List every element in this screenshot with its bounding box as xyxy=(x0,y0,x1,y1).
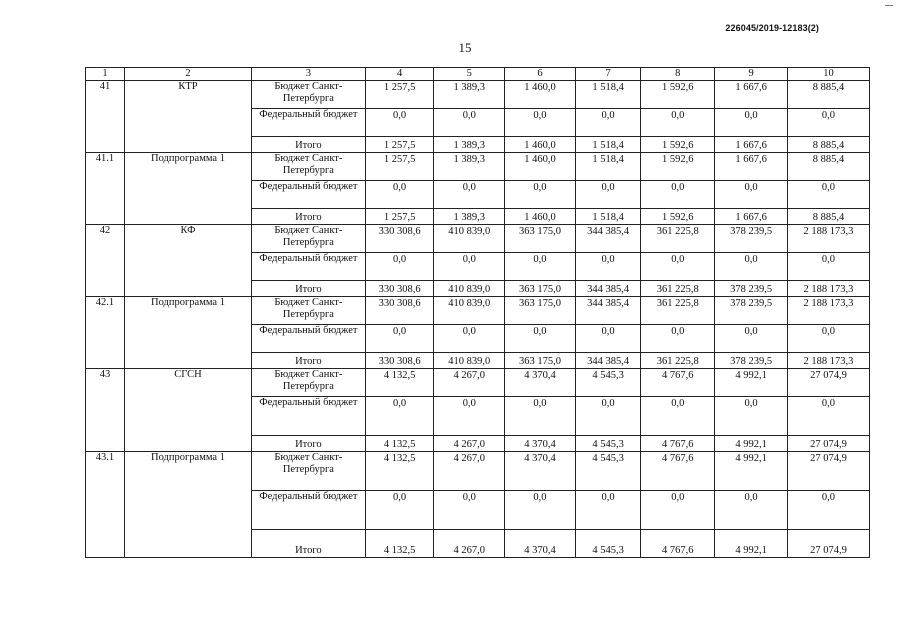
value-cell: 1 257,5 xyxy=(365,209,434,225)
funding-source: Бюджет Санкт-Петербурга xyxy=(252,225,366,253)
value-cell: 1 667,6 xyxy=(715,81,788,109)
value-cell: 27 074,9 xyxy=(787,452,869,491)
value-cell: 361 225,8 xyxy=(641,297,715,325)
value-cell: 0,0 xyxy=(787,109,869,137)
row-code: 42.1 xyxy=(86,297,125,369)
value-cell: 344 385,4 xyxy=(575,297,641,325)
funding-source: Итого xyxy=(252,353,366,369)
value-cell: 0,0 xyxy=(787,253,869,281)
value-cell: 8 885,4 xyxy=(787,209,869,225)
column-header: 1 xyxy=(86,68,125,81)
value-cell: 0,0 xyxy=(434,253,505,281)
value-cell: 4 545,3 xyxy=(575,369,641,397)
value-cell: 1 667,6 xyxy=(715,209,788,225)
value-cell: 4 545,3 xyxy=(575,530,641,558)
value-cell: 0,0 xyxy=(365,325,434,353)
page-number: 15 xyxy=(458,40,472,55)
value-cell: 0,0 xyxy=(575,109,641,137)
value-cell: 0,0 xyxy=(715,397,788,436)
column-header: 2 xyxy=(124,68,251,81)
value-cell: 4 992,1 xyxy=(715,369,788,397)
column-header: 8 xyxy=(641,68,715,81)
value-cell: 1 667,6 xyxy=(715,153,788,181)
column-header: 7 xyxy=(575,68,641,81)
value-cell: 0,0 xyxy=(575,325,641,353)
value-cell: 4 767,6 xyxy=(641,452,715,491)
value-cell: 1 592,6 xyxy=(641,153,715,181)
document-id: 226045/2019-12183(2) xyxy=(725,23,819,33)
value-cell: 0,0 xyxy=(505,253,576,281)
value-cell: 0,0 xyxy=(365,253,434,281)
funding-source: Бюджет Санкт-Петербурга xyxy=(252,452,366,491)
value-cell: 0,0 xyxy=(641,253,715,281)
funding-source: Федеральный бюджет xyxy=(252,325,366,353)
value-cell: 4 370,4 xyxy=(505,452,576,491)
value-cell: 1 518,4 xyxy=(575,137,641,153)
value-cell: 0,0 xyxy=(787,397,869,436)
value-cell: 0,0 xyxy=(715,253,788,281)
value-cell: 410 839,0 xyxy=(434,225,505,253)
funding-source: Бюджет Санкт-Петербурга xyxy=(252,369,366,397)
corner-mark xyxy=(885,5,893,6)
value-cell: 363 175,0 xyxy=(505,297,576,325)
value-cell: 330 308,6 xyxy=(365,281,434,297)
value-cell: 0,0 xyxy=(505,325,576,353)
value-cell: 1 389,3 xyxy=(434,209,505,225)
value-cell: 363 175,0 xyxy=(505,281,576,297)
value-cell: 1 592,6 xyxy=(641,209,715,225)
value-cell: 4 132,5 xyxy=(365,369,434,397)
value-cell: 0,0 xyxy=(787,491,869,530)
value-cell: 4 992,1 xyxy=(715,452,788,491)
value-cell: 378 239,5 xyxy=(715,297,788,325)
value-cell: 361 225,8 xyxy=(641,225,715,253)
value-cell: 1 389,3 xyxy=(434,153,505,181)
value-cell: 0,0 xyxy=(434,491,505,530)
value-cell: 0,0 xyxy=(641,181,715,209)
funding-source: Федеральный бюджет xyxy=(252,397,366,436)
value-cell: 410 839,0 xyxy=(434,281,505,297)
row-name: СГСН xyxy=(124,369,251,452)
value-cell: 410 839,0 xyxy=(434,297,505,325)
value-cell: 4 132,5 xyxy=(365,530,434,558)
value-cell: 1 389,3 xyxy=(434,81,505,109)
value-cell: 0,0 xyxy=(434,325,505,353)
funding-source: Бюджет Санкт-Петербурга xyxy=(252,297,366,325)
value-cell: 0,0 xyxy=(434,397,505,436)
value-cell: 4 992,1 xyxy=(715,530,788,558)
value-cell: 330 308,6 xyxy=(365,225,434,253)
table-row xyxy=(86,153,870,181)
value-cell: 4 132,5 xyxy=(365,452,434,491)
value-cell: 344 385,4 xyxy=(575,225,641,253)
value-cell: 4 132,5 xyxy=(365,436,434,452)
value-cell: 0,0 xyxy=(715,181,788,209)
funding-source: Федеральный бюджет xyxy=(252,181,366,209)
table-row xyxy=(86,81,870,109)
value-cell: 27 074,9 xyxy=(787,369,869,397)
table-row xyxy=(86,297,870,325)
value-cell: 330 308,6 xyxy=(365,353,434,369)
value-cell: 363 175,0 xyxy=(505,353,576,369)
value-cell: 1 592,6 xyxy=(641,137,715,153)
value-cell: 1 257,5 xyxy=(365,153,434,181)
value-cell: 0,0 xyxy=(365,491,434,530)
value-cell: 8 885,4 xyxy=(787,81,869,109)
value-cell: 4 767,6 xyxy=(641,369,715,397)
value-cell: 4 370,4 xyxy=(505,436,576,452)
value-cell: 0,0 xyxy=(641,109,715,137)
value-cell: 1 518,4 xyxy=(575,209,641,225)
value-cell: 361 225,8 xyxy=(641,353,715,369)
value-cell: 344 385,4 xyxy=(575,353,641,369)
value-cell: 2 188 173,3 xyxy=(787,297,869,325)
value-cell: 1 460,0 xyxy=(505,153,576,181)
value-cell: 378 239,5 xyxy=(715,353,788,369)
budget-table xyxy=(85,67,870,558)
row-code: 43 xyxy=(86,369,125,452)
value-cell: 0,0 xyxy=(434,181,505,209)
value-cell: 0,0 xyxy=(434,109,505,137)
value-cell: 2 188 173,3 xyxy=(787,225,869,253)
value-cell: 0,0 xyxy=(575,253,641,281)
funding-source: Итого xyxy=(252,281,366,297)
value-cell: 27 074,9 xyxy=(787,530,869,558)
value-cell: 0,0 xyxy=(365,109,434,137)
value-cell: 0,0 xyxy=(641,491,715,530)
value-cell: 0,0 xyxy=(575,181,641,209)
row-name: КТР xyxy=(124,81,251,153)
value-cell: 1 257,5 xyxy=(365,137,434,153)
value-cell: 4 545,3 xyxy=(575,452,641,491)
value-cell: 1 460,0 xyxy=(505,209,576,225)
table-row xyxy=(86,369,870,397)
funding-source: Итого xyxy=(252,436,366,452)
funding-source: Федеральный бюджет xyxy=(252,109,366,137)
column-header: 9 xyxy=(715,68,788,81)
value-cell: 330 308,6 xyxy=(365,297,434,325)
column-header: 10 xyxy=(787,68,869,81)
row-code: 41.1 xyxy=(86,153,125,225)
value-cell: 1 460,0 xyxy=(505,81,576,109)
value-cell: 0,0 xyxy=(787,181,869,209)
value-cell: 2 188 173,3 xyxy=(787,281,869,297)
value-cell: 4 767,6 xyxy=(641,530,715,558)
value-cell: 4 267,0 xyxy=(434,452,505,491)
value-cell: 410 839,0 xyxy=(434,353,505,369)
value-cell: 4 267,0 xyxy=(434,530,505,558)
column-header: 4 xyxy=(365,68,434,81)
value-cell: 1 667,6 xyxy=(715,137,788,153)
funding-source: Итого xyxy=(252,209,366,225)
value-cell: 27 074,9 xyxy=(787,436,869,452)
value-cell: 4 267,0 xyxy=(434,436,505,452)
value-cell: 1 518,4 xyxy=(575,81,641,109)
row-code: 42 xyxy=(86,225,125,297)
table-header-row xyxy=(86,68,870,81)
row-name: Подпрограмма 1 xyxy=(124,297,251,369)
table-row xyxy=(86,452,870,491)
value-cell: 0,0 xyxy=(505,109,576,137)
value-cell: 2 188 173,3 xyxy=(787,353,869,369)
value-cell: 0,0 xyxy=(641,397,715,436)
row-name: Подпрограмма 1 xyxy=(124,153,251,225)
value-cell: 4 992,1 xyxy=(715,436,788,452)
value-cell: 1 257,5 xyxy=(365,81,434,109)
value-cell: 344 385,4 xyxy=(575,281,641,297)
value-cell: 1 592,6 xyxy=(641,81,715,109)
value-cell: 0,0 xyxy=(365,181,434,209)
value-cell: 0,0 xyxy=(505,397,576,436)
value-cell: 0,0 xyxy=(641,325,715,353)
row-name: КФ xyxy=(124,225,251,297)
row-name: Подпрограмма 1 xyxy=(124,452,251,558)
value-cell: 378 239,5 xyxy=(715,225,788,253)
column-header: 5 xyxy=(434,68,505,81)
funding-source: Итого xyxy=(252,530,366,558)
value-cell: 4 767,6 xyxy=(641,436,715,452)
funding-source: Итого xyxy=(252,137,366,153)
value-cell: 0,0 xyxy=(365,397,434,436)
value-cell: 4 545,3 xyxy=(575,436,641,452)
value-cell: 0,0 xyxy=(715,109,788,137)
value-cell: 378 239,5 xyxy=(715,281,788,297)
value-cell: 0,0 xyxy=(787,325,869,353)
column-header: 3 xyxy=(252,68,366,81)
value-cell: 363 175,0 xyxy=(505,225,576,253)
value-cell: 1 518,4 xyxy=(575,153,641,181)
value-cell: 4 370,4 xyxy=(505,369,576,397)
value-cell: 0,0 xyxy=(715,491,788,530)
funding-source: Федеральный бюджет xyxy=(252,253,366,281)
value-cell: 4 267,0 xyxy=(434,369,505,397)
value-cell: 0,0 xyxy=(575,491,641,530)
funding-source: Бюджет Санкт-Петербурга xyxy=(252,81,366,109)
value-cell: 1 460,0 xyxy=(505,137,576,153)
value-cell: 361 225,8 xyxy=(641,281,715,297)
row-code: 41 xyxy=(86,81,125,153)
value-cell: 0,0 xyxy=(505,491,576,530)
value-cell: 4 370,4 xyxy=(505,530,576,558)
value-cell: 8 885,4 xyxy=(787,137,869,153)
funding-source: Бюджет Санкт-Петербурга xyxy=(252,153,366,181)
funding-source: Федеральный бюджет xyxy=(252,491,366,530)
table-row xyxy=(86,225,870,253)
value-cell: 0,0 xyxy=(715,325,788,353)
value-cell: 8 885,4 xyxy=(787,153,869,181)
value-cell: 1 389,3 xyxy=(434,137,505,153)
column-header: 6 xyxy=(505,68,576,81)
row-code: 43.1 xyxy=(86,452,125,558)
value-cell: 0,0 xyxy=(505,181,576,209)
value-cell: 0,0 xyxy=(575,397,641,436)
